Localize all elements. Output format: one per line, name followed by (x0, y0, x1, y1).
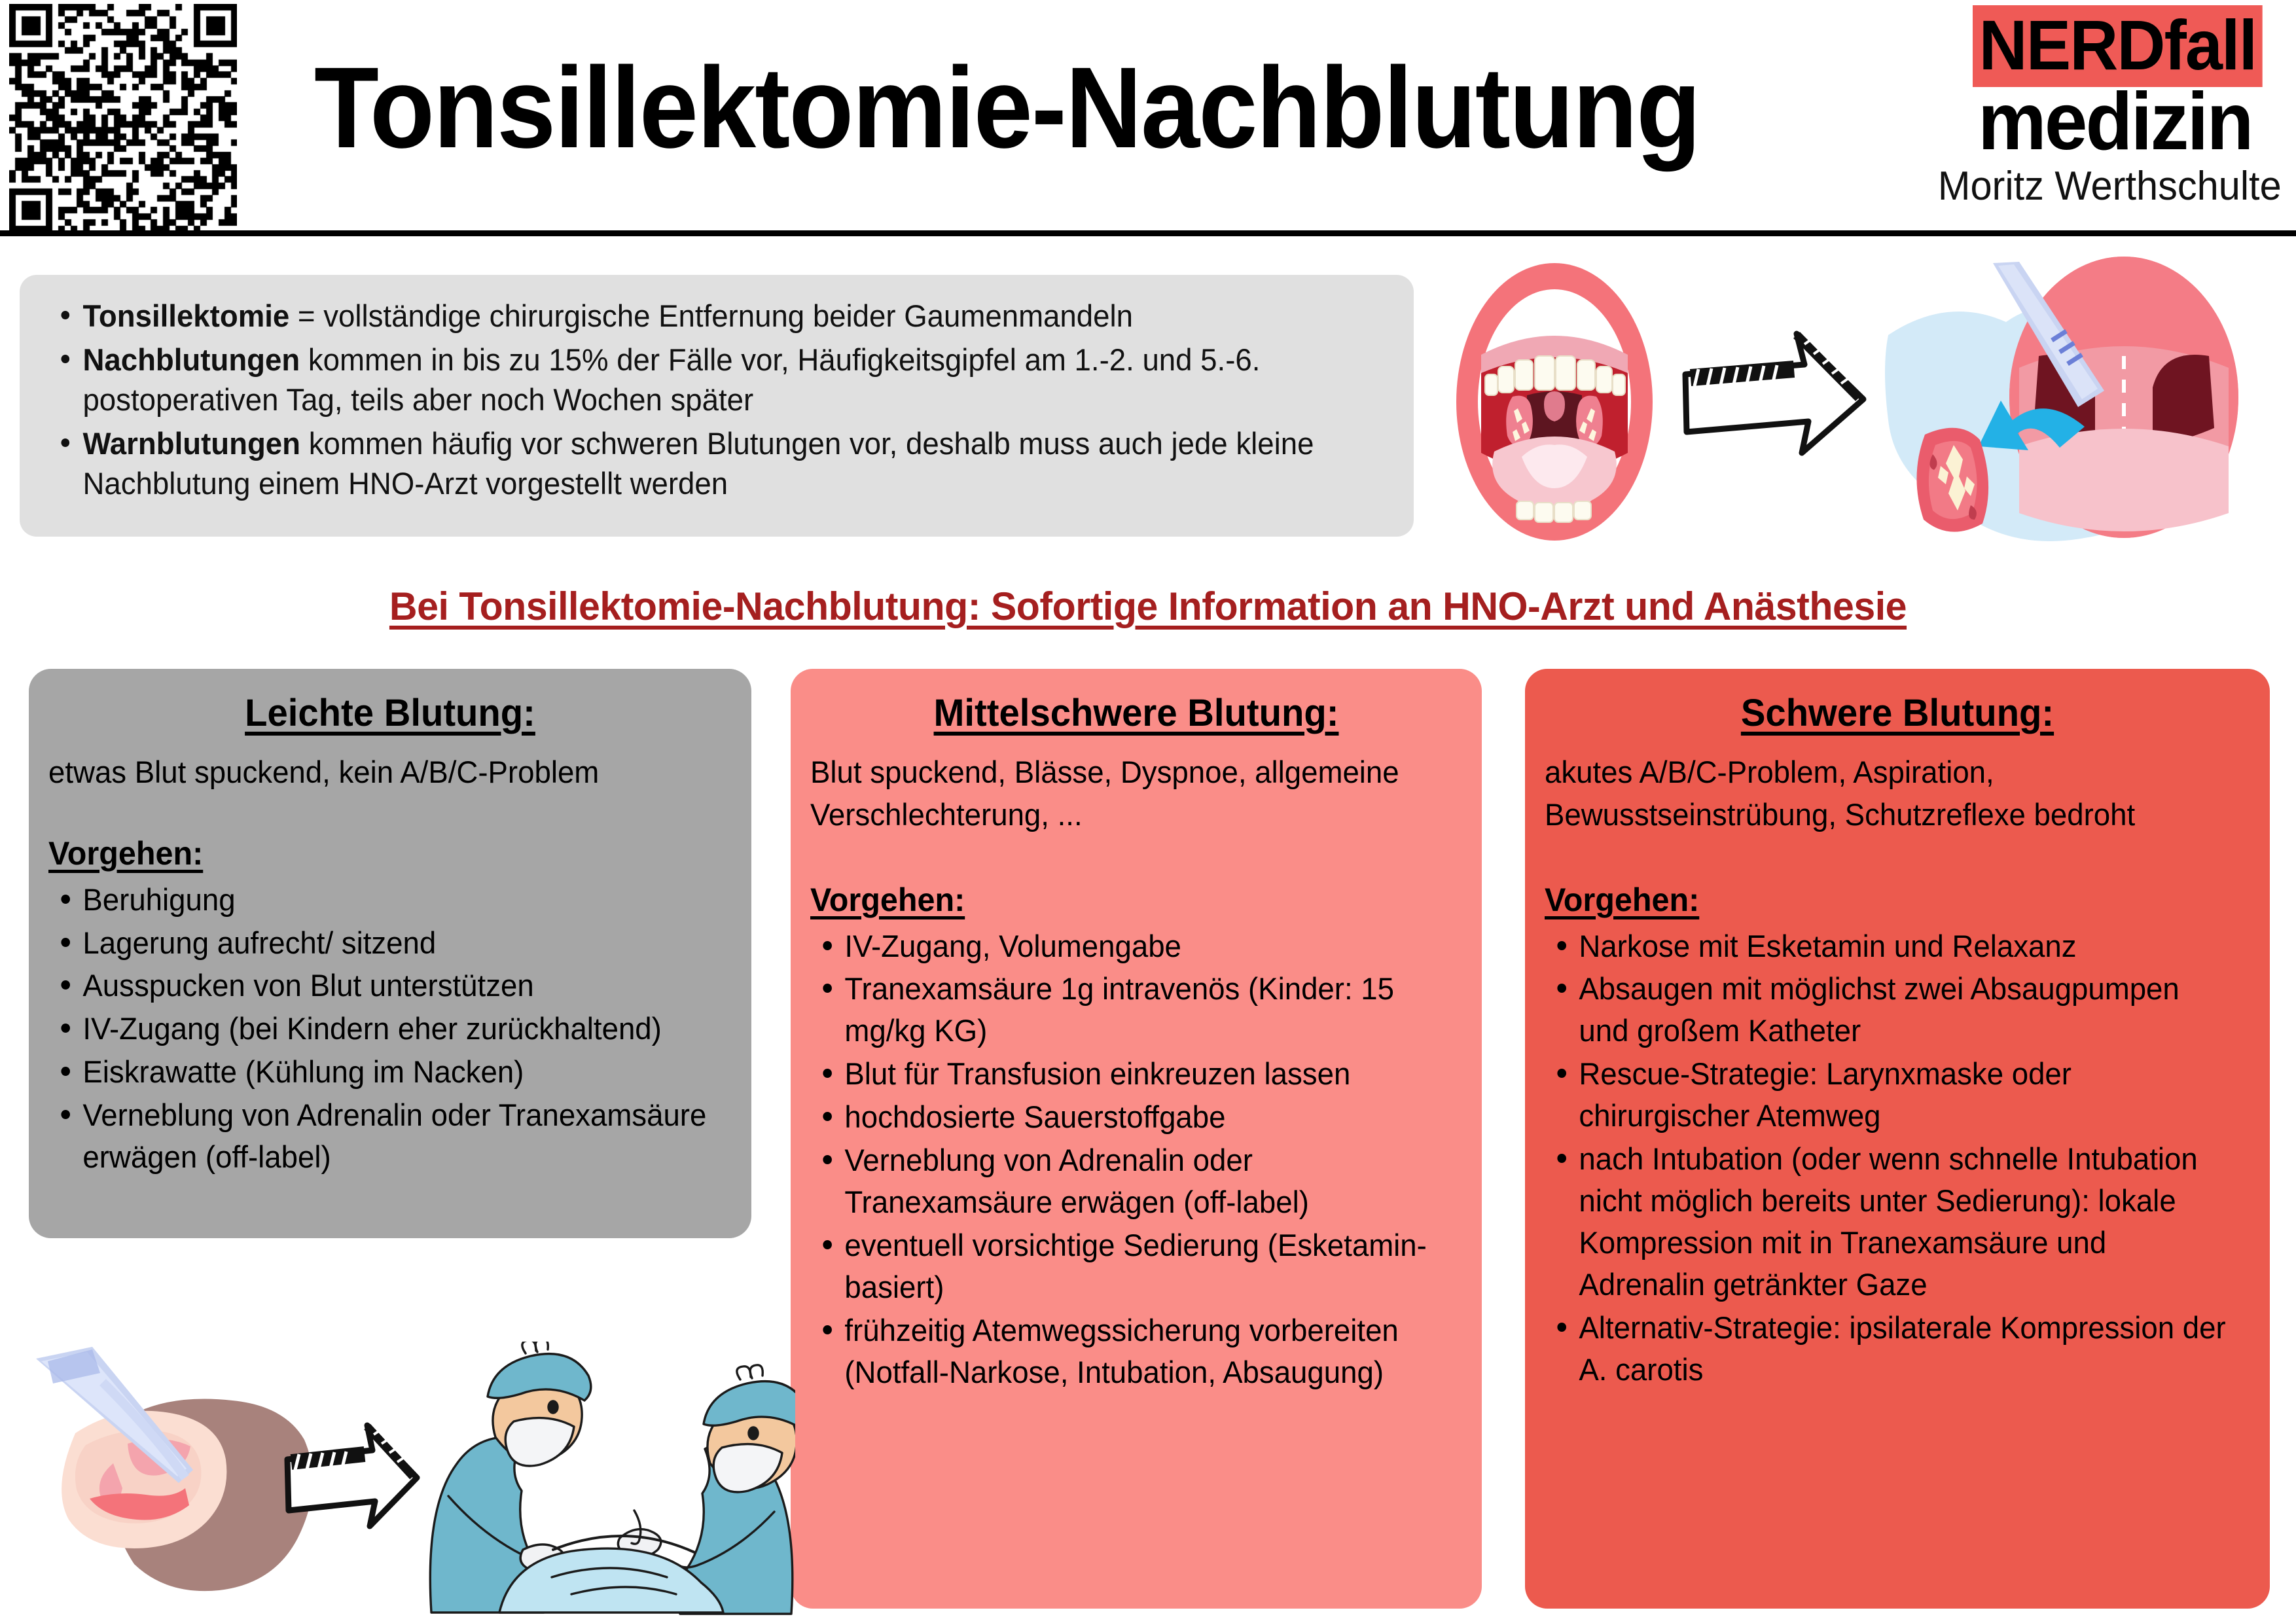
card-procedure-label-schwere: Vorgehen: (1545, 881, 1700, 918)
card-desc-mittelschwere: Blut spuckend, Blässe, Dyspnoe, allgemeine Verschlechterung, ... (810, 754, 1399, 832)
arrow-icon (287, 1425, 417, 1526)
list-item: Absaugen mit möglichst zwei Absaugpumpen und großem Katheter (1545, 968, 2229, 1052)
list-item: Lagerung aufrecht/ sitzend (48, 922, 711, 964)
header-divider (0, 230, 2296, 236)
list-item: Narkose mit Esketamin und Relaxanz (1545, 925, 2229, 967)
list-item: Alternativ-Strategie: ipsilaterale Kompression der A. carotis (1545, 1307, 2229, 1391)
list-item: Blut für Transfusion einkreuzen lassen (810, 1053, 1443, 1095)
card-list-schwere (1545, 925, 2250, 1391)
list-item: Beruhigung (48, 879, 711, 921)
intro-item-1 (50, 340, 1344, 419)
intro-box (20, 275, 1414, 537)
list-item: nach Intubation (oder wenn schnelle Intubation nicht möglich bereits unter Sedierung): lokale Kompression mit in Tranexamsäure und Adrenalin getränkter Gaze (1545, 1138, 2229, 1306)
brand-author: Moritz Werthschulte (1938, 164, 2282, 209)
card-title-mittelschwere: Mittelschwere Blutung: (933, 692, 1339, 734)
intro-item-2-bold: Warnblutungen (82, 426, 301, 461)
qr-code[interactable] (9, 4, 237, 232)
list-item: Verneblung von Adrenalin oder Tranexamsäure erwägen (off-label) (48, 1094, 711, 1178)
list-item: Tranexamsäure 1g intravenös (Kinder: 15 mg/kg KG) (810, 968, 1443, 1052)
page-title: Tonsillektomie-Nachblutung (314, 44, 1700, 172)
card-desc-leichte: etwas Blut spuckend, kein A/B/C-Problem (48, 754, 600, 789)
card-leichte-blutung (29, 669, 751, 1238)
card-procedure-label-mittelschwere: Vorgehen: (810, 881, 965, 918)
card-desc-schwere: akutes A/B/C-Problem, Aspiration, Bewusstseinstrübung, Schutzreflexe bedroht (1545, 754, 2136, 832)
open-mouth-icon (1456, 263, 1653, 541)
brand-nerd-bold: NERD (1979, 5, 2164, 84)
intro-item-0-rest: = vollständige chirurgische Entfernung beider Gaumenmandeln (289, 298, 1133, 333)
arrow-icon (1685, 334, 1863, 453)
intro-item-1-bold: Nachblutungen (82, 342, 300, 378)
list-item: IV-Zugang, Volumengabe (810, 925, 1443, 967)
illustration-mouth-tonsillectomy (1430, 257, 2287, 544)
card-mittelschwere-blutung (791, 669, 1482, 1609)
brand-fall-light: fall (2164, 5, 2257, 84)
list-item: eventuell vorsichtige Sedierung (Esketamin-basiert) (810, 1224, 1443, 1308)
removed-tonsil-icon (1916, 428, 1988, 532)
brand-medizin: medizin (1978, 77, 2252, 167)
list-item: Verneblung von Adrenalin oder Tranexamsäure erwägen (off-label) (810, 1139, 1443, 1223)
brand-nerdfall (1973, 5, 2263, 87)
card-list-mittelschwere (810, 925, 1462, 1393)
card-title-schwere: Schwere Blutung: (1740, 692, 2054, 734)
intro-item-1-rest: kommen in bis zu 15% der Fälle vor, Häufigkeitsgipfel am 1.-2. und 5.-6. postoperativen Tag, teils aber noch Wochen später (82, 342, 1261, 418)
card-schwere-blutung (1525, 669, 2270, 1609)
intro-item-2 (50, 423, 1344, 503)
intro-item-0 (50, 296, 1344, 336)
list-item: IV-Zugang (bei Kindern eher zurückhaltend) (48, 1008, 711, 1050)
list-item: Rescue-Strategie: Larynxmaske oder chirurgischer Atemweg (1545, 1053, 2229, 1137)
intro-list (50, 296, 1384, 503)
intro-item-2-rest: kommen häufig vor schweren Blutungen vor, deshalb muss auch jede kleine Nachblutung einem HNO-Arzt vorgestellt werden (82, 426, 1314, 501)
card-title-leichte: Leichte Blutung: (245, 692, 535, 734)
brand-logo (1803, 4, 2287, 220)
page-header (0, 0, 2296, 230)
intubated-head-icon (36, 1347, 313, 1591)
tonsil-bed-icon (1885, 257, 2238, 541)
list-item: Ausspucken von Blut unterstützen (48, 965, 711, 1007)
illustration-intubation-surgery (29, 1342, 795, 1616)
list-item: frühzeitig Atemwegssicherung vorbereiten (Notfall-Narkose, Intubation, Absaugung) (810, 1310, 1443, 1393)
surgeons-operating-icon (430, 1342, 795, 1614)
card-procedure-label-leichte: Vorgehen: (48, 834, 204, 872)
list-item: hochdosierte Sauerstoffgabe (810, 1096, 1443, 1138)
list-item: Eiskrawatte (Kühlung im Nacken) (48, 1051, 711, 1093)
intro-item-0-bold: Tonsillektomie (82, 298, 290, 333)
card-list-leichte (48, 879, 732, 1178)
alert-headline: Bei Tonsillektomie-Nachblutung: Sofortige Information an HNO-Arzt und Anästhesie (389, 584, 1907, 628)
